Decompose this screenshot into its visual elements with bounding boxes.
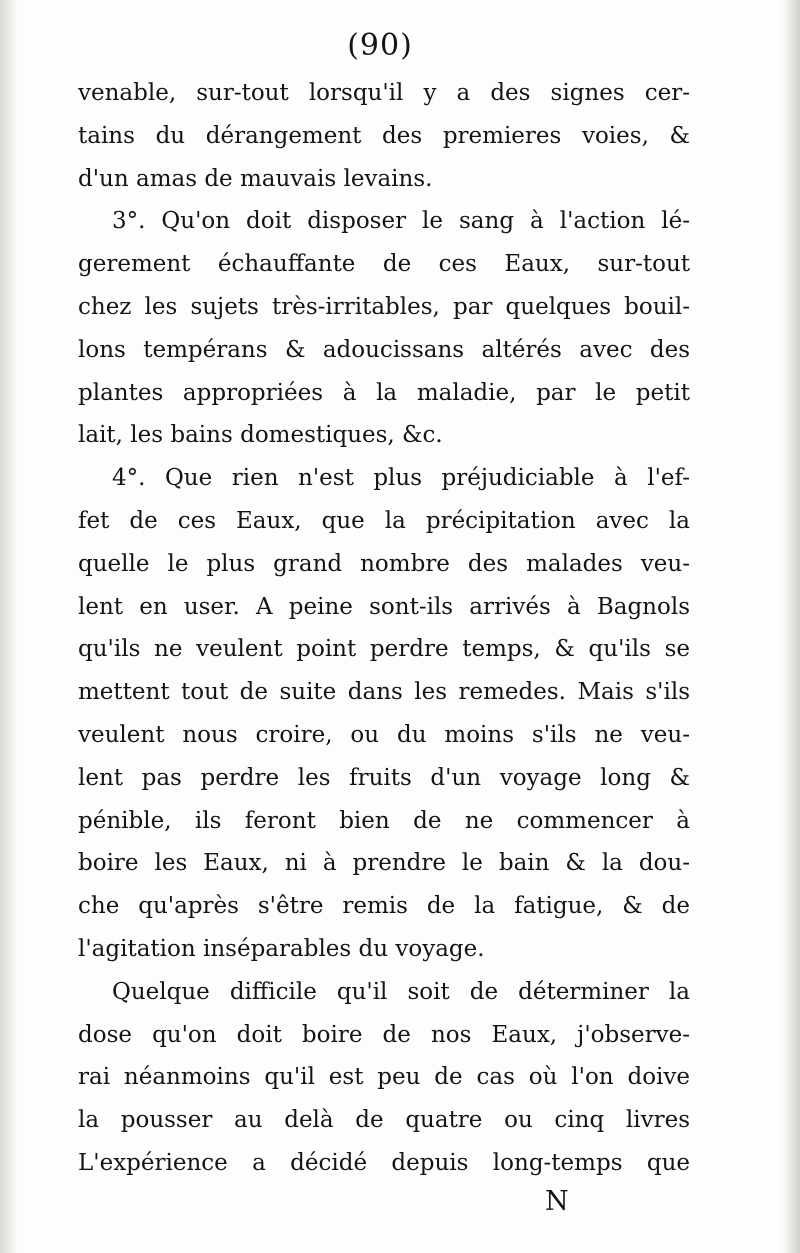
text-line: venable, sur-tout lorsqu'il y a des signes cer- bbox=[78, 80, 690, 106]
text-line: L'expérience a décidé depuis long-temps que bbox=[78, 1149, 690, 1176]
text-line: gerement échauffante de ces Eaux, sur-tout bbox=[78, 251, 690, 278]
text-line: lons tempérans & adoucissans altérés avec des bbox=[78, 336, 690, 363]
text-line: la pousser au delà de quatre ou cinq livres bbox=[78, 1107, 690, 1134]
text-line: fet de ces Eaux, que la précipitation avec la bbox=[78, 507, 690, 534]
text-line: quelle le plus grand nombre des malades veu- bbox=[78, 550, 690, 577]
text-line: dose qu'on doit boire de nos Eaux, j'observe- bbox=[78, 1021, 690, 1048]
text-line: tains du dérangement des premieres voies, & bbox=[78, 122, 690, 149]
body-text bbox=[78, 72, 690, 1185]
text-line: d'un amas de mauvais levains. bbox=[78, 165, 433, 192]
text-line: qu'ils ne veulent point perdre temps, & qu'ils se bbox=[78, 636, 690, 663]
text-line: 4°. Que rien n'est plus préjudiciable à l'ef- bbox=[112, 465, 690, 492]
text-line: veulent nous croire, ou du moins s'ils ne veu- bbox=[78, 721, 690, 748]
text-line: lent en user. A peine sont-ils arrivés à Bagnols bbox=[78, 593, 690, 620]
text-line: mettent tout de suite dans les remedes. Mais s'ils bbox=[78, 679, 690, 706]
page-edge-shadow-left bbox=[0, 0, 18, 1253]
text-line: boire les Eaux, ni à prendre le bain & la dou- bbox=[78, 850, 690, 877]
text-line: Quelque difficile qu'il soit de déterminer la bbox=[112, 978, 690, 1005]
signature-mark: N bbox=[545, 1186, 569, 1217]
text-line: lent pas perdre les fruits d'un voyage long & bbox=[78, 764, 690, 791]
text-line: lait, les bains domestiques, &c. bbox=[78, 422, 443, 449]
text-line: rai néanmoins qu'il est peu de cas où l'on doive bbox=[78, 1064, 690, 1091]
page-edge-shadow-right bbox=[778, 0, 800, 1253]
page-number: (90) bbox=[347, 28, 413, 63]
text-line: chez les sujets très-irritables, par quelques bouil- bbox=[78, 293, 690, 320]
text-line: pénible, ils feront bien de ne commencer à bbox=[78, 807, 690, 834]
text-line: l'agitation inséparables du voyage. bbox=[78, 935, 485, 962]
text-line: che qu'après s'être remis de la fatigue, & de bbox=[78, 893, 690, 920]
text-line: plantes appropriées à la maladie, par le petit bbox=[78, 379, 690, 406]
text-line: 3°. Qu'on doit disposer le sang à l'action lé- bbox=[112, 208, 690, 235]
